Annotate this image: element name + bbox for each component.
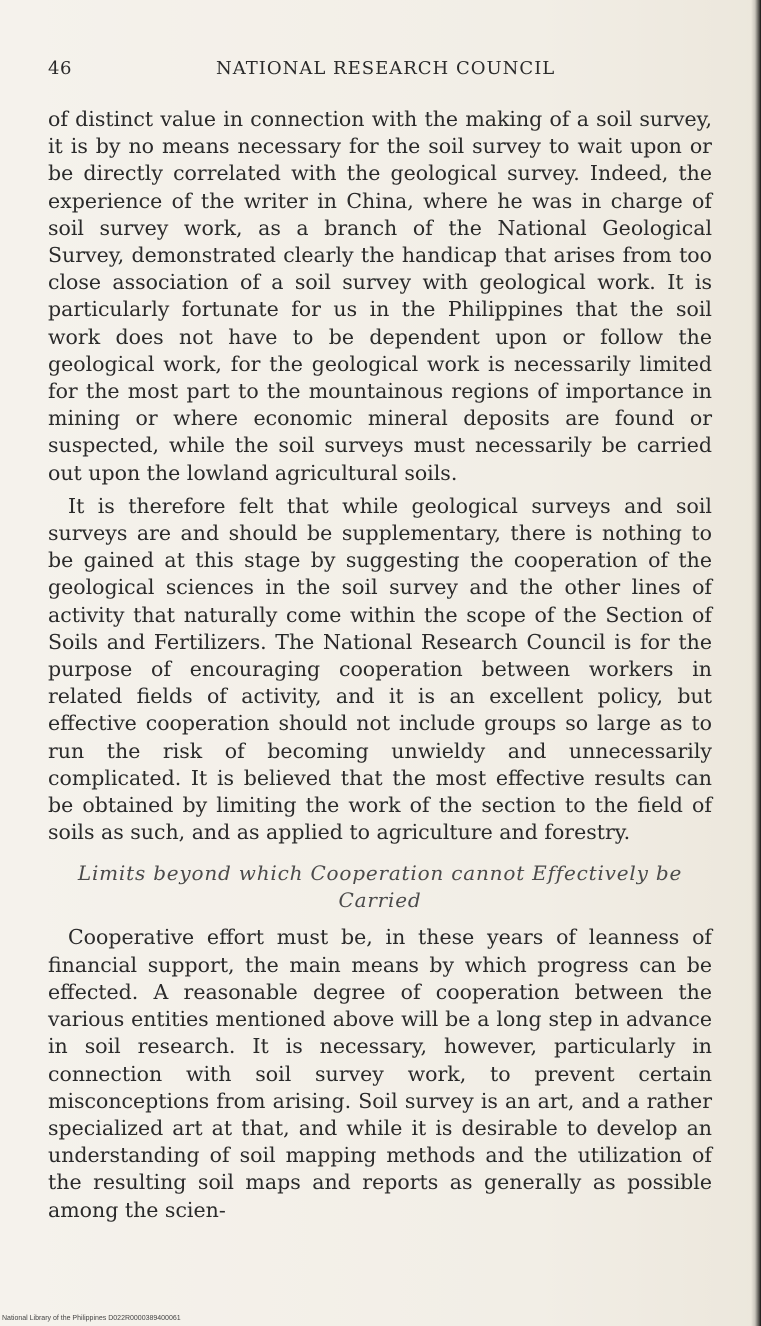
page-number: 46	[48, 58, 72, 79]
section-subheading: Limits beyond which Cooperation cannot Effectively be Carried	[77, 861, 683, 913]
page-header	[48, 52, 708, 88]
paragraph-3: Cooperative effort must be, in these years of leanness of financial support, the main means by which progress can be effected. A reasonable degree of cooperation between the various entities mentioned above will be a long step in advance in soil research. It is necessary, however, particularly in connection with soil survey work, to prevent certain misconceptions from arising. Soil survey is an art, and a rather specialized art at that, and while it is desirable to develop an understanding of soil mapping methods and the utilization of the resulting soil maps and reports as generally as possible among the scien-	[48, 925, 712, 1222]
running-head: NATIONAL RESEARCH COUNCIL	[216, 58, 556, 79]
paragraph-1: of distinct value in connection with the making of a soil survey, it is by no means necessary for the soil survey to wait upon or be directly correlated with the geological survey. Indeed, the experience of the writer in China, where he was in charge of soil survey work, as a branch of the National Geological Survey, demonstrated clearly the handicap that arises from too close association of a soil survey with geological work. It is particularly fortunate for us in the Philippines that the soil work does not have to be dependent upon or follow the geological work, for the geological work is necessarily limited for the most part to the mountainous regions of importance in mining or where economic mineral deposits are found or suspected, while the soil surveys must necessarily be carried out upon the lowland agricultural soils.	[48, 107, 712, 485]
paragraph-2: It is therefore felt that while geological surveys and soil surveys are and should be supplementary, there is nothing to be gained at this stage by suggesting the cooperation of the geological sciences in the soil survey and the other lines of activity that naturally come within the scope of the Section of Soils and Fertilizers. The National Research Council is for the purpose of encouraging cooperation between workers in related fields of activity, and it is an excellent policy, but effective cooperation should not include groups so large as to run the risk of becoming unwieldy and unnecessarily complicated. It is believed that the most effective results can be obtained by limiting the work of the section to the field of soils as such, and as applied to agriculture and forestry.	[48, 493, 712, 845]
body-text	[48, 106, 712, 1224]
library-footer: National Library of the Philippines D022R0000389400061	[2, 1315, 181, 1322]
page-edge-shadow	[751, 0, 761, 1326]
